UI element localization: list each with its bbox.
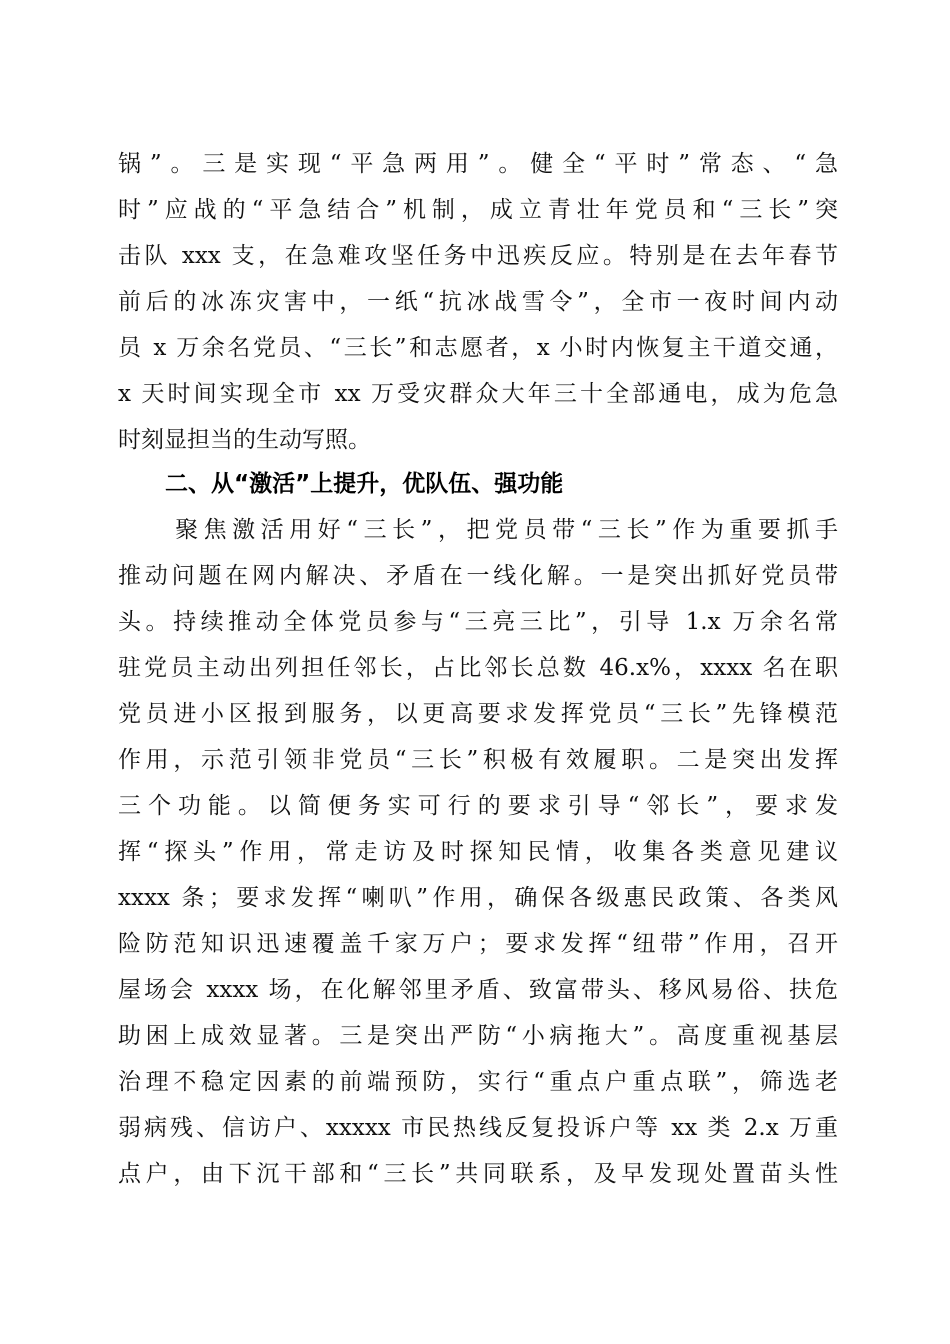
text-line: 弱病残、信访户、xxxxx 市民热线反复投诉户等 xx 类 2.x 万重 [118, 1115, 838, 1141]
text-line: 锅”。三是实现“平急两用”。健全“平时”常态、“急 [118, 151, 838, 177]
text-line: 驻党员主动出列担任邻长，占比邻长总数 46.x%，xxxx 名在职 [118, 655, 838, 681]
text-line: 时刻显担当的生动写照。 [118, 427, 371, 453]
text-line: 员 x 万余名党员、“三长”和志愿者，x 小时内恢复主干道交通， [118, 335, 838, 361]
text-line: 前后的冰冻灾害中，一纸“抗冰战雪令”，全市一夜时间内动 [118, 289, 838, 315]
text-line: 作用，示范引领非党员“三长”积极有效履职。二是突出发挥 [118, 747, 838, 773]
text-line: 时”应战的“平急结合”机制，成立青壮年党员和“三长”突 [118, 197, 838, 223]
text-line: 点户，由下沉干部和“三长”共同联系，及早发现处置苗头性 [118, 1161, 838, 1187]
text-line: 推动问题在网内解决、矛盾在一线化解。一是突出抓好党员带 [118, 563, 838, 589]
text-line: 挥“探头”作用，常走访及时探知民情，收集各类意见建议 [118, 839, 838, 865]
body-paragraph-one [118, 141, 838, 463]
text-line: 助困上成效显著。三是突出严防“小病拖大”。高度重视基层 [118, 1023, 838, 1049]
text-line: 党员进小区报到服务，以更高要求发挥党员“三长”先锋模范 [118, 701, 838, 727]
text-line: xxxx 条；要求发挥“喇叭”作用，确保各级惠民政策、各类风 [118, 885, 838, 911]
text-line: 聚焦激活用好“三长”，把党员带“三长”作为重要抓手 [118, 517, 838, 543]
text-line: 头。持续推动全体党员参与“三亮三比”，引导 1.x 万余名常 [118, 609, 838, 635]
section-heading: 二、从“激活”上提升，优队伍、强功能 [165, 471, 564, 497]
text-line: 击队 xxx 支，在急难攻坚任务中迅疾反应。特别是在去年春节 [118, 243, 838, 269]
text-line: 屋场会 xxxx 场，在化解邻里矛盾、致富带头、移风易俗、扶危 [118, 977, 838, 1003]
text-line: x 天时间实现全市 xx 万受灾群众大年三十全部通电，成为危急 [118, 381, 838, 407]
body-paragraph-two [118, 507, 838, 1197]
text-line: 治理不稳定因素的前端预防，实行“重点户重点联”，筛选老 [118, 1069, 838, 1095]
text-line: 险防范知识迅速覆盖千家万户；要求发挥“纽带”作用，召开 [118, 931, 838, 957]
text-line: 三个功能。以简便务实可行的要求引导“邻长”，要求发 [118, 793, 838, 819]
